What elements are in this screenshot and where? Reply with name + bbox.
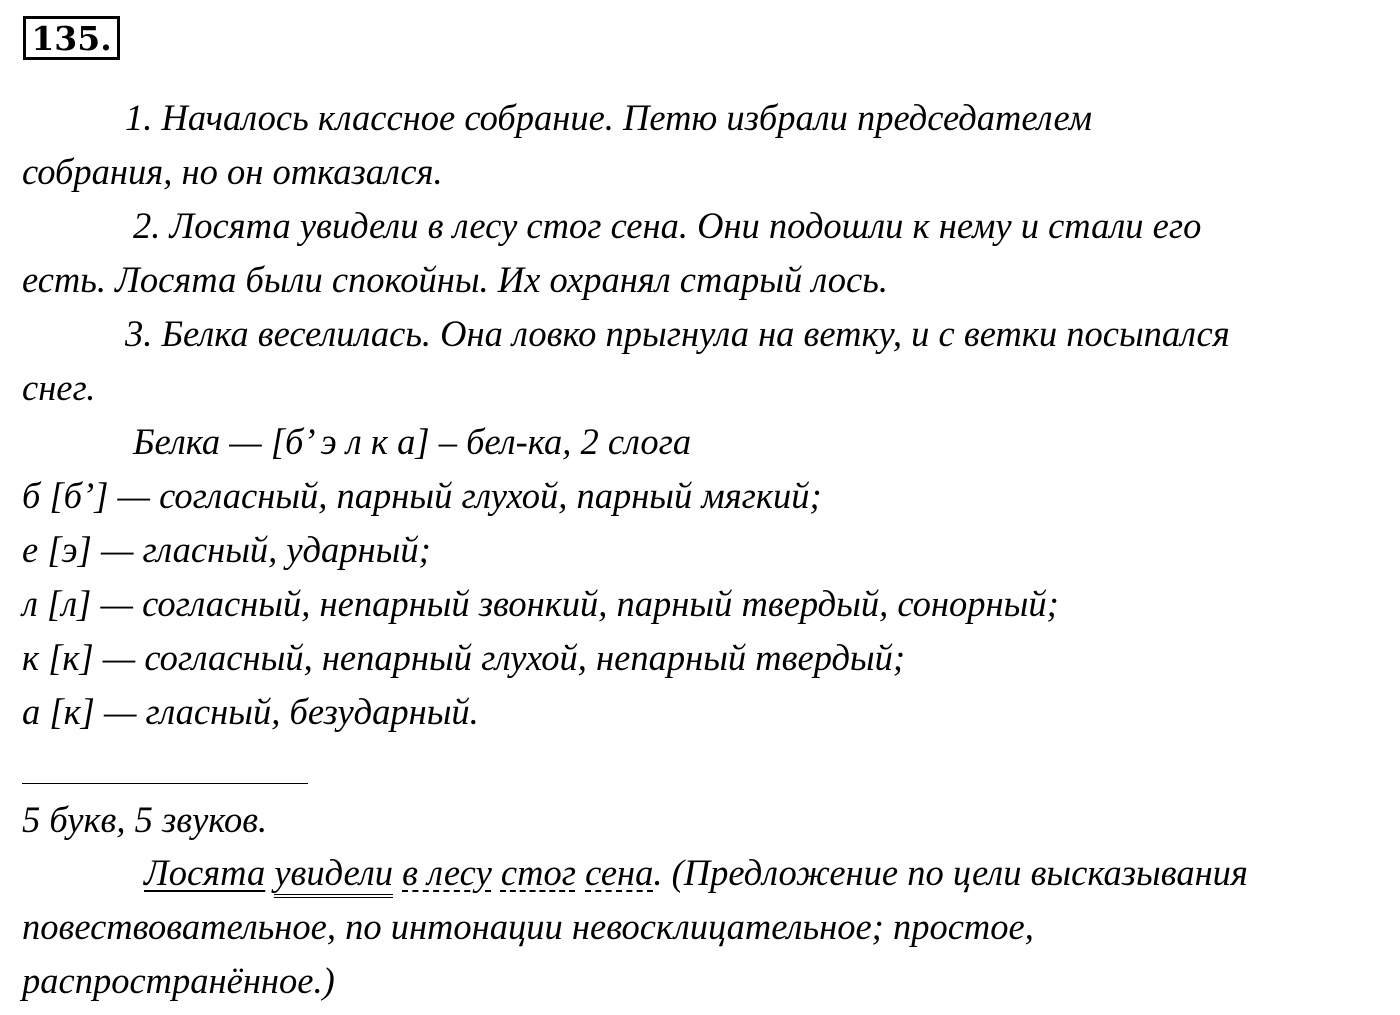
parse-comment-line-2: повествовательное, по интонации невосклицательное; простое, xyxy=(22,906,1034,947)
subject-word: Лосята xyxy=(144,852,266,893)
object-word: стог xyxy=(500,852,576,893)
parse-comment-line-3: распространённое.) xyxy=(22,960,335,1001)
adverbial-phrase: в лесу xyxy=(402,852,492,893)
paragraph-3-line-1: 3. Белка веселилась. Она ловко прыгнула на ветку, и с ветки посыпался xyxy=(125,313,1230,354)
phonetic-row-e: е [э] — гласный, ударный; xyxy=(22,529,431,570)
paragraph-2-line-1: 2. Лосята увидели в лесу стог сена. Они подошли к нему и стали его xyxy=(133,205,1202,246)
predicate-word: увидели xyxy=(274,852,393,898)
parsed-sentence xyxy=(144,853,1248,893)
paragraph-1-line-2: собрания, но он отказался. xyxy=(22,151,443,192)
divider-rule xyxy=(22,783,308,784)
attribute-word: сена xyxy=(585,852,654,893)
exercise-number: 135. xyxy=(23,16,120,60)
paragraph-3-line-2: снег. xyxy=(22,367,96,408)
phonetic-row-l: л [л] — согласный, непарный звонкий, парный твердый, сонорный; xyxy=(22,583,1059,624)
sentence-period: . xyxy=(653,852,663,893)
paragraph-1-line-1: 1. Началось классное собрание. Петю избрали председателем xyxy=(125,97,1093,138)
phonetic-header: Белка — [б’ э л к а] – бел-ка, 2 слога xyxy=(133,421,692,462)
phonetic-summary: 5 букв, 5 звуков. xyxy=(22,799,268,840)
phonetic-row-a: а [к] — гласный, безударный. xyxy=(22,691,479,732)
phonetic-row-k: к [к] — согласный, непарный глухой, непарный твердый; xyxy=(22,637,906,678)
paragraph-2-line-2: есть. Лосята были спокойны. Их охранял старый лось. xyxy=(22,259,888,300)
parse-comment-line-1: (Предложение по цели высказывания xyxy=(662,852,1248,893)
phonetic-row-b: б [б’] — согласный, парный глухой, парный мягкий; xyxy=(22,475,822,516)
